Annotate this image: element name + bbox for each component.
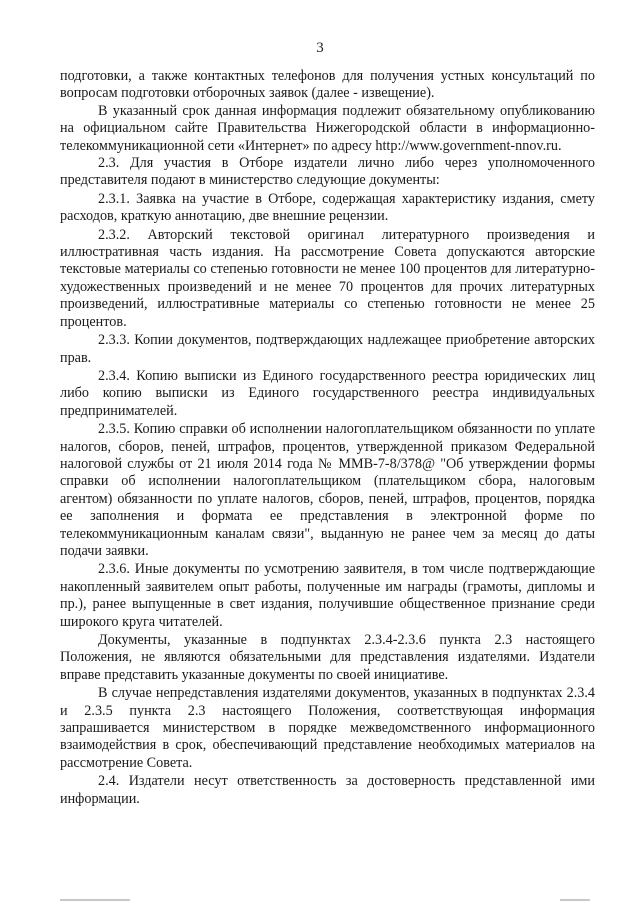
paragraph-2-4: 2.4. Издатели несут ответственность за достоверность представленной ими информации. [60,773,595,807]
page-number: 3 [316,40,324,56]
paragraph-2-3-2: 2.3.2. Авторский текстовой оригинал литературного произведения и иллюстративная часть издания. На рассмотрение Совета допускаются авторские текстовые материалы со степенью готовности не менее 100 процентов для литературно-художественных произведений и не менее 70 процентов для прочих литературных произведений, иллюстративные материалы со степенью готовности не менее 25 процентов. [60,226,595,330]
paragraph-2-3-4: 2.3.4. Копию выписки из Единого государственного реестра юридических лиц либо копию выписки из Единого государственного реестра индивидуальных предпринимателей. [60,367,595,419]
scan-artifact-left [60,899,130,901]
paragraph-interagency-request: В случае непредставления издателями документов, указанных в подпунктах 2.3.4 и 2.3.5 пункта 2.3 настоящего Положения, соответствующая информация запрашивается министерством в порядке межведомственного информационного взаимодействия в срок, обеспечивающий представление необходимых материалов на рассмотрение Совета. [60,685,595,771]
paragraph-continuation: подготовки, а также контактных телефонов для получения устных консультаций по вопросам подготовки отборочных заявок (далее - извещение). [60,68,595,102]
paragraph-documents-optional: Документы, указанные в подпунктах 2.3.4-2.3.6 пункта 2.3 настоящего Положения, не являются обязательными для представления издателями. Издатели вправе представить указанные документы по своей инициативе. [60,632,595,683]
paragraph-2-3-3: 2.3.3. Копии документов, подтверждающих надлежащее приобретение авторских прав. [60,332,595,366]
document-body [60,68,595,808]
paragraph-publication: В указанный срок данная информация подлежит обязательному опубликованию на официальном сайте Правительства Нижегородской области в информационно-телекоммуникационной сети «Интернет» по адресу http://www.government-nnov.ru. [60,102,595,154]
paragraph-2-3-1: 2.3.1. Заявка на участие в Отборе, содержащая характеристику издания, смету расходов, краткую аннотацию, две внешние рецензии. [60,190,595,225]
paragraph-2-3-6: 2.3.6. Иные документы по усмотрению заявителя, в том числе подтверждающие накопленный заявителем опыт работы, полученные им награды (грамоты, дипломы и пр.), ранее выпущенные в свет издания, получившие общественное признание среди широкого круга читателей. [60,561,595,630]
paragraph-2-3-5: 2.3.5. Копию справки об исполнении налогоплательщиком обязанности по уплате налогов, сборов, пеней, штрафов, процентов, утвержденной приказом Федеральной налоговой службы от 21 июля 2014 года № ММВ-7-8/378@ "Об утверждении формы справки об исполнении налогоплательщиком (плательщиком сбора, налоговым агентом) обязанности по уплате налогов, сборов, пеней, штрафов, процентов, порядка ее заполнения и формата ее представления в электронной форме по телекоммуникационным каналам связи", выданную не ранее чем за месяц до даты подачи заявки. [60,421,595,559]
paragraph-2-3: 2.3. Для участия в Отборе издатели лично либо через уполномоченного представителя подают в министерство следующие документы: [60,155,595,189]
scan-artifact-right [560,899,590,901]
